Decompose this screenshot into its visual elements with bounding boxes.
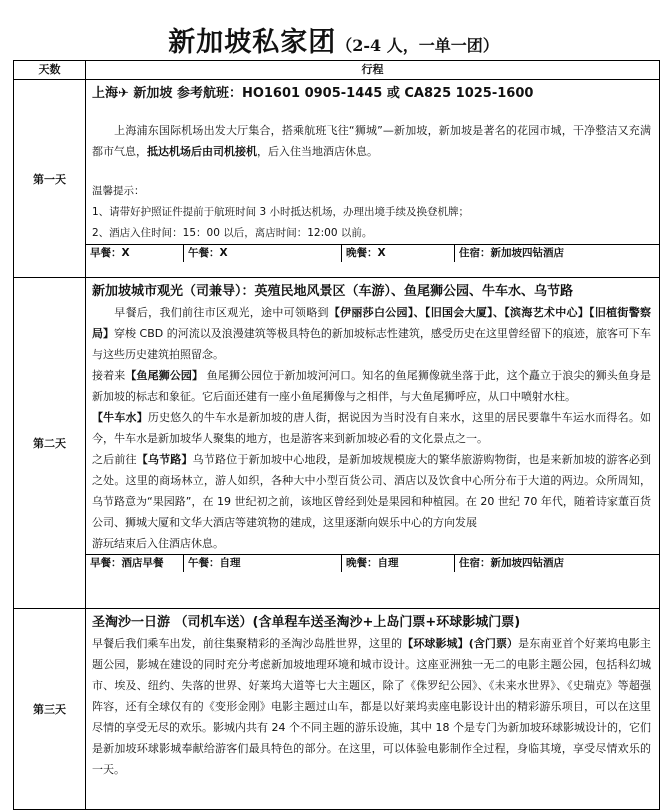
day1-route: 上海✈ 新加坡 参考航班：HO1601 0905-1445 或 CA825 1025-1600 [92,86,534,101]
day3-label: 第三天 [14,609,86,810]
day2-dinner: 晚餐：自理 [342,555,455,572]
day1-tip-2: 2、酒店入住时间：15：00 以后，离店时间：12:00 以前。 [92,227,373,239]
day1-desc-c: ，后入住当地酒店休息。 [257,145,378,158]
day1-tip-1: 1、请带好护照证件提前于航班时间 3 小时抵达机场，办理出境手续及换登机牌； [92,206,470,218]
day1-description [86,120,659,162]
day1-content [86,80,660,278]
day1-desc-pickup: 抵达机场后由司机接机 [147,145,257,158]
day2-content [86,278,660,609]
day1-tip-title: 温馨提示： [92,185,145,197]
day1-meals [86,244,659,262]
document-title [0,20,667,59]
day1-label: 第一天 [14,80,86,278]
day2-label: 第二天 [14,278,86,609]
day2-hotel: 住宿：新加坡四钻酒店 [459,557,564,569]
day2-lunch: 午餐：自理 [184,555,342,572]
day3-row [14,609,660,810]
title-main: 新加坡私家团 [168,27,337,58]
day2-para-1: 早餐后，我们前往市区观光，途中可领略到【伊丽莎白公园】、【旧国会大厦】、【滨海艺术中心】【旧植街警察局】穿梭 CBD 的河流以及浪漫建筑等极具特色的新加坡标志性建筑，感受历史在这里曾经留下的痕迹，旅客可下车与这些历史建筑拍照留念。 [92,306,652,361]
day1-hotel: 住宿：新加坡四钻酒店 [459,247,564,259]
day2-heading: 新加坡城市观光（司兼导）：英殖民地风景区（车游）、鱼尾狮公园、牛车水、乌节路 [92,284,574,299]
day2-meals [86,554,659,572]
header-itinerary: 行程 [86,61,660,80]
day2-para-4: 之后前往【乌节路】乌节路位于新加坡中心地段，是新加坡规模庞大的繁华旅游购物街，也是来新加坡的游客必到之处。这里的商场林立，游人如织，各种大中小型百货公司、酒店以及饮食中心所分布于大道的两边。众所周知，乌节路意为“果园路”，在 19 世纪初之前，该地区曾经到处是果园和种植园。在 20 世纪 70 年代，随着诗家董百货公司、狮城大厦和文华大酒店等建筑物的建成，这里逐渐向娱乐中心的方向发展 [92,453,652,529]
header-day: 天数 [14,61,86,80]
title-subtitle: （2-4 人，一单一团） [336,36,499,55]
day2-para-3: 【牛车水】历史悠久的牛车水是新加坡的唐人街，据说因为当时没有自来水，这里的居民要靠牛车运水而得名。如今，牛车水是新加坡华人聚集的地方，也是游客来到新加坡必看的文化景点之一。 [92,411,652,445]
itinerary-table [13,60,660,810]
day2-row [14,278,660,609]
day1-dinner: 晚餐：X [342,245,455,262]
day1-row [14,80,660,278]
day2-para-5: 游玩结束后入住酒店休息。 [92,537,224,550]
day3-heading: 圣淘沙一日游 （司机车送）(含单程车送圣淘沙+上岛门票+环球影城门票) [92,615,521,630]
day1-lunch: 午餐：X [184,245,342,262]
table-header-row [14,61,660,80]
day3-para-1: 早餐后我们乘车出发，前往集聚精彩的圣淘沙岛胜世界，这里的【环球影城】(含门票）是东南亚首个好莱坞电影主题公园，影城在建设的同时充分考虑新加坡地理环境和城市设计。这座亚洲独一无二的电影主题公园，包括科幻城市、埃及、纽约、失落的世界、好莱坞大道等七大主题区，除了《侏罗纪公园》、《未来水世界》、《史瑞克》等超强阵容，还有全球仅有的《变形金刚》电影主题过山车，都是以好莱坞卖座电影设计出的精彩游乐项目，可以在这里尽情的享受无尽的欢乐。影城内共有 24 个不同主题的游乐设施，其中 18 个是专门为新加坡环球影城设计的，它们是新加坡环球影城奉献给游客们最具特色的部分。在这里，可以体验电影制作全过程，身临其境，享受尽情欢乐的一天。 [92,637,652,776]
day1-desc-a: 上海浦东国际机场出发大厅集合，搭乘航班飞往“狮城”—新加坡，新加坡是著名的花园市城，干净整洁又充满都市气息， [92,124,651,158]
day1-breakfast: 早餐：X [86,245,184,262]
day2-para-2: 接着来【鱼尾狮公园】 鱼尾狮公园位于新加坡河河口。知名的鱼尾狮像就坐落于此，这个矗立于浪尖的狮头鱼身是新加坡的标志和象征。它后面还建有一座小鱼尾狮像与之相伴，与大鱼尾狮呼应，从口中喷射水柱。 [92,369,652,403]
day3-content [86,609,660,810]
day2-breakfast: 早餐：酒店早餐 [86,555,184,572]
